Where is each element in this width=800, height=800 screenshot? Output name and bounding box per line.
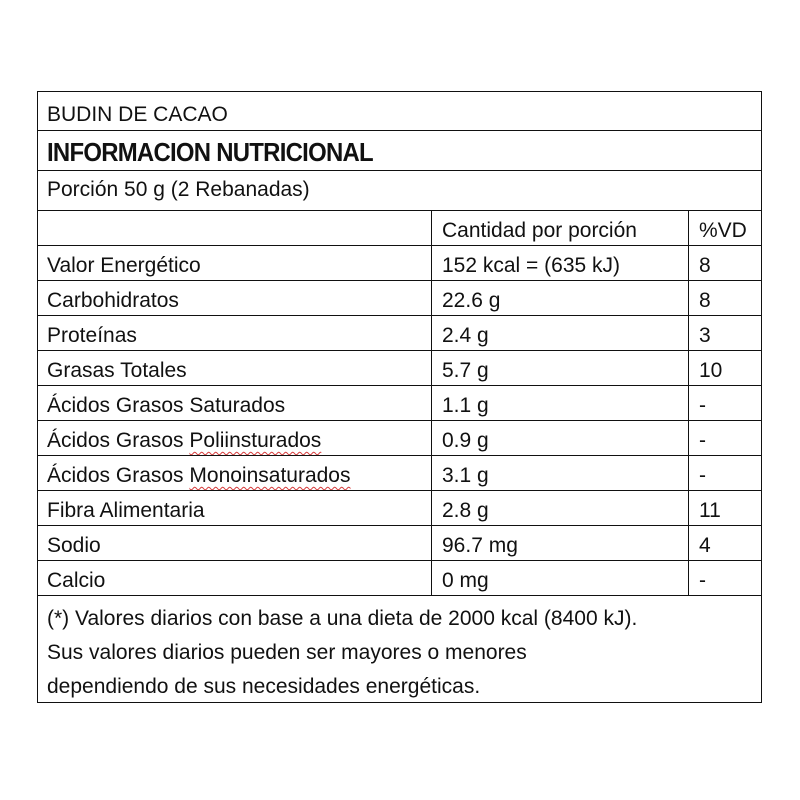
nutrient-name: Proteínas (47, 324, 137, 347)
column-divider (431, 210, 432, 595)
nutrient-amount: 96.7 mg (442, 534, 518, 557)
row-divider (38, 385, 761, 386)
nutrient-dv: - (699, 569, 706, 592)
row-divider (38, 350, 761, 351)
divider (38, 130, 761, 131)
nutrient-amount: 2.4 g (442, 324, 489, 347)
row-divider (38, 315, 761, 316)
divider (38, 170, 761, 171)
nutrient-dv: - (699, 394, 706, 417)
product-name: BUDIN DE CACAO (47, 103, 228, 126)
nutrient-amount: 0 mg (442, 569, 489, 592)
nutrient-name-suffix: Saturados (189, 394, 286, 417)
nutrient-amount: 1.1 g (442, 394, 489, 417)
row-divider (38, 525, 761, 526)
column-header-amount: Cantidad por porción (442, 219, 637, 242)
spellcheck-flagged-word: Monoinsaturados (189, 464, 351, 487)
nutrient-name (47, 430, 321, 451)
nutrient-name: Fibra Alimentaria (47, 499, 205, 522)
nutrient-dv: 11 (699, 499, 721, 522)
nutrient-dv: - (699, 464, 706, 487)
nutrient-amount: 152 kcal = (635 kJ) (442, 254, 621, 277)
divider (38, 210, 761, 211)
nutrient-name: Grasas Totales (47, 359, 187, 382)
nutrient-dv: 8 (699, 254, 711, 277)
nutrient-name: Calcio (47, 569, 106, 592)
nutrient-amount: 5.7 g (442, 359, 489, 382)
row-divider (38, 560, 761, 561)
nutrient-name: Sodio (47, 534, 101, 557)
row-divider (38, 280, 761, 281)
row-divider (38, 455, 761, 456)
nutrient-name (47, 395, 285, 416)
column-header-dv: %VD (699, 219, 747, 242)
nutrient-dv: 8 (699, 289, 711, 312)
nutrient-amount: 22.6 g (442, 289, 501, 312)
nutrient-name-prefix: Ácidos Grasos (47, 429, 190, 452)
nutrition-label (37, 91, 762, 703)
nutrient-name (47, 465, 351, 486)
footnote (47, 602, 637, 704)
footnote-line: Sus valores diarios pueden ser mayores o menores (47, 641, 527, 664)
row-divider (38, 490, 761, 491)
nutrient-amount: 0.9 g (442, 429, 489, 452)
row-divider (38, 245, 761, 246)
row-divider (38, 420, 761, 421)
nutrient-name-prefix: Ácidos Grasos (47, 464, 190, 487)
nutrient-dv: 10 (699, 359, 723, 382)
nutrient-amount: 3.1 g (442, 464, 489, 487)
footnote-line: dependiendo de sus necesidades energéticas. (47, 675, 481, 698)
nutrient-name: Valor Energético (47, 254, 201, 277)
nutrient-dv: 3 (699, 324, 711, 347)
footnote-line: (*) Valores diarios con base a una dieta de 2000 kcal (8400 kJ). (47, 607, 638, 630)
nutrient-amount: 2.8 g (442, 499, 489, 522)
spellcheck-flagged-word: Poliinsturados (189, 429, 322, 452)
nutrient-dv: 4 (699, 534, 711, 557)
nutrient-name-prefix: Ácidos Grasos (47, 394, 190, 417)
portion-size: Porción 50 g (2 Rebanadas) (47, 178, 310, 201)
label-heading: INFORMACION NUTRICIONAL (47, 137, 373, 167)
divider (38, 595, 761, 596)
nutrient-name: Carbohidratos (47, 289, 179, 312)
nutrient-dv: - (699, 429, 706, 452)
column-divider (688, 210, 689, 595)
